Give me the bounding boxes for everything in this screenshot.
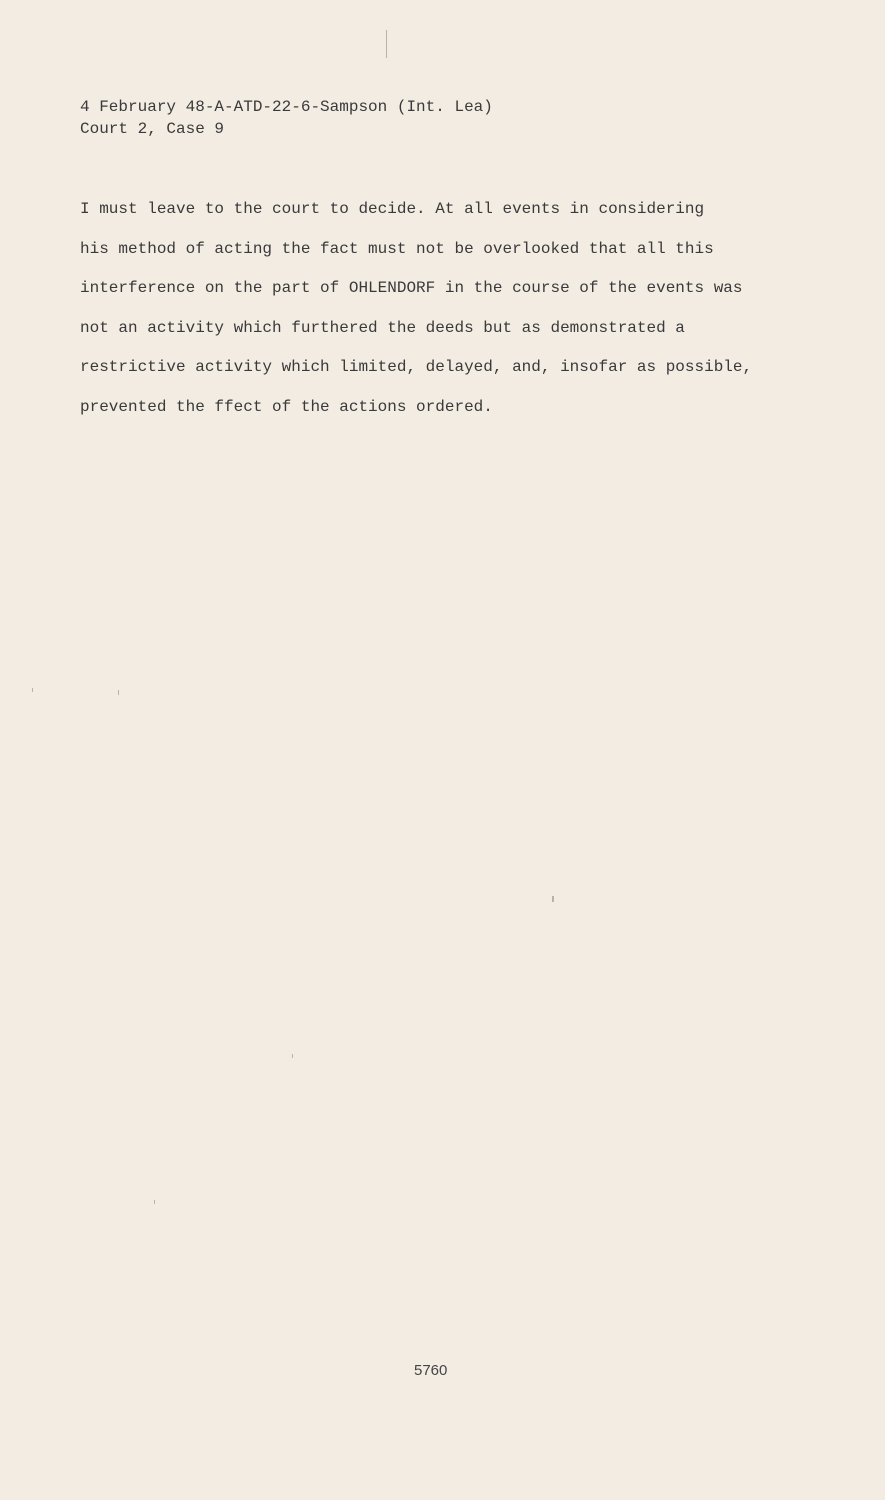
header-date-line: 4 February 48-A-ATD-22-6-Sampson (Int. Lea) — [80, 98, 493, 116]
paper-speck — [32, 688, 33, 692]
paper-speck — [118, 690, 119, 695]
paper-speck — [154, 1200, 155, 1204]
page-number: 5760 — [414, 1362, 448, 1379]
body-line: I must leave to the court to decide. At all events in considering — [80, 200, 705, 218]
body-line: interference on the part of OHLENDORF in the course of the events was — [80, 279, 743, 297]
body-line: restrictive activity which limited, delayed, and, insofar as possible, — [80, 358, 753, 376]
transcript-body — [80, 190, 780, 427]
body-line: prevented the ffect of the actions ordered. — [80, 397, 493, 416]
paper-speck — [552, 896, 554, 902]
paper-speck — [292, 1054, 293, 1058]
document-header — [80, 96, 493, 140]
body-line: his method of acting the fact must not be overlooked that all this — [80, 239, 714, 258]
paper-speck — [386, 30, 387, 58]
header-court-line: Court 2, Case 9 — [80, 120, 225, 138]
body-line: not an activity which furthered the deeds but as demonstrated a — [80, 318, 685, 337]
